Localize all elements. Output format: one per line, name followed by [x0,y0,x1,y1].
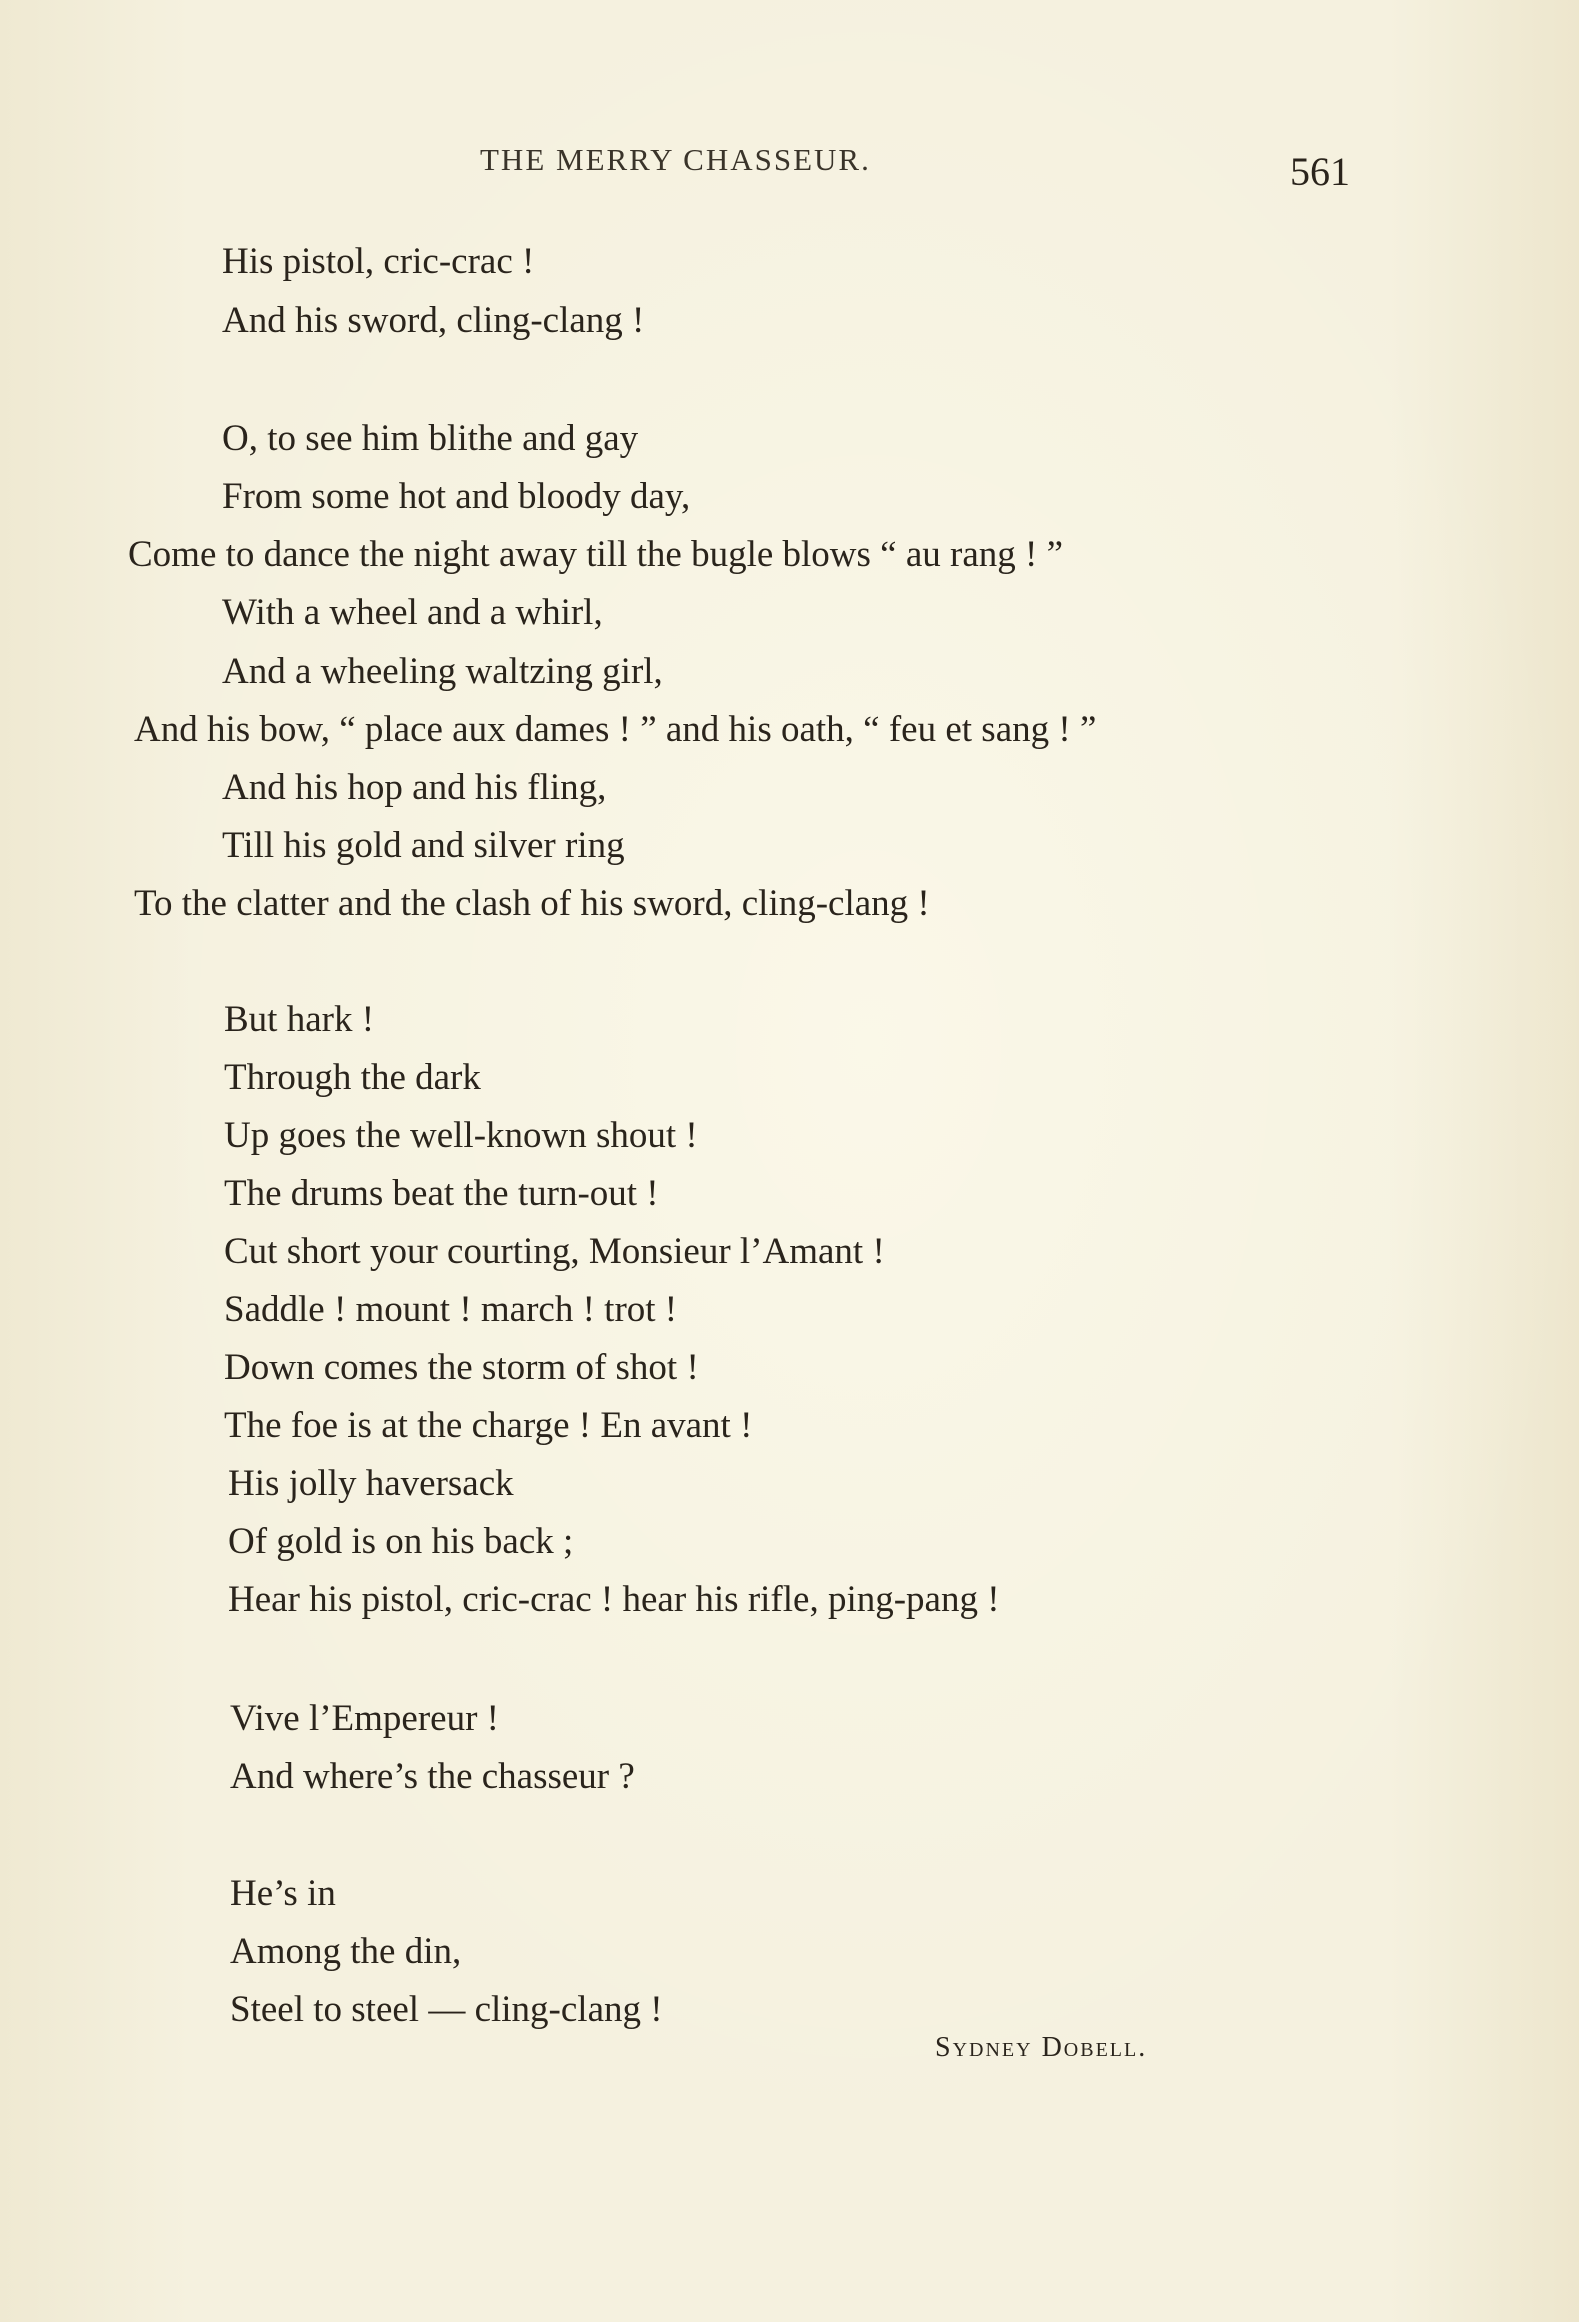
poem-line: And his bow, “ place aux dames ! ” and his oath, “ feu et sang ! ” [134,709,1097,750]
poem-line: And his sword, cling-clang ! [222,300,645,341]
poem-line: And where’s the chasseur ? [230,1756,635,1797]
poem-line: Vive l’Empereur ! [230,1698,499,1739]
poem-line: His pistol, cric-crac ! [222,241,535,282]
poem-line: Down comes the storm of shot ! [224,1347,699,1388]
poem-line: To the clatter and the clash of his sword, cling-clang ! [134,883,930,924]
poem-line: The drums beat the turn-out ! [224,1173,659,1214]
poem-line: Come to dance the night away till the bugle blows “ au rang ! ” [128,534,1064,575]
poem-line: But hark ! [224,999,375,1040]
poem-line: From some hot and bloody day, [222,476,691,517]
poem-line: Hear his pistol, cric-crac ! hear his rifle, ping-pang ! [228,1579,1000,1620]
poem-line: O, to see him blithe and gay [222,418,639,459]
author-signature: Sydney Dobell. [935,2032,1148,2063]
poem-line: And his hop and his fling, [222,767,607,808]
poem-line: Of gold is on his back ; [228,1521,574,1562]
poem-line: Saddle ! mount ! march ! trot ! [224,1289,678,1330]
poem-line: Till his gold and silver ring [222,825,625,866]
poem-line: Among the din, [230,1931,462,1972]
poem-line: Up goes the well-known shout ! [224,1115,698,1156]
poem-line: Steel to steel — cling-clang ! [230,1989,663,2030]
page-number: 561 [1290,149,1350,194]
poem-line: The foe is at the charge ! En avant ! [224,1405,753,1446]
poem-line: With a wheel and a whirl, [222,592,603,633]
poem-line: Cut short your courting, Monsieur l’Amant ! [224,1231,885,1272]
running-title: THE MERRY CHASSEUR. [480,142,871,177]
poem-line: His jolly haversack [228,1463,514,1504]
poem-line: Through the dark [224,1057,481,1098]
poem-line: And a wheeling waltzing girl, [222,651,663,692]
poem-line: He’s in [230,1873,336,1914]
